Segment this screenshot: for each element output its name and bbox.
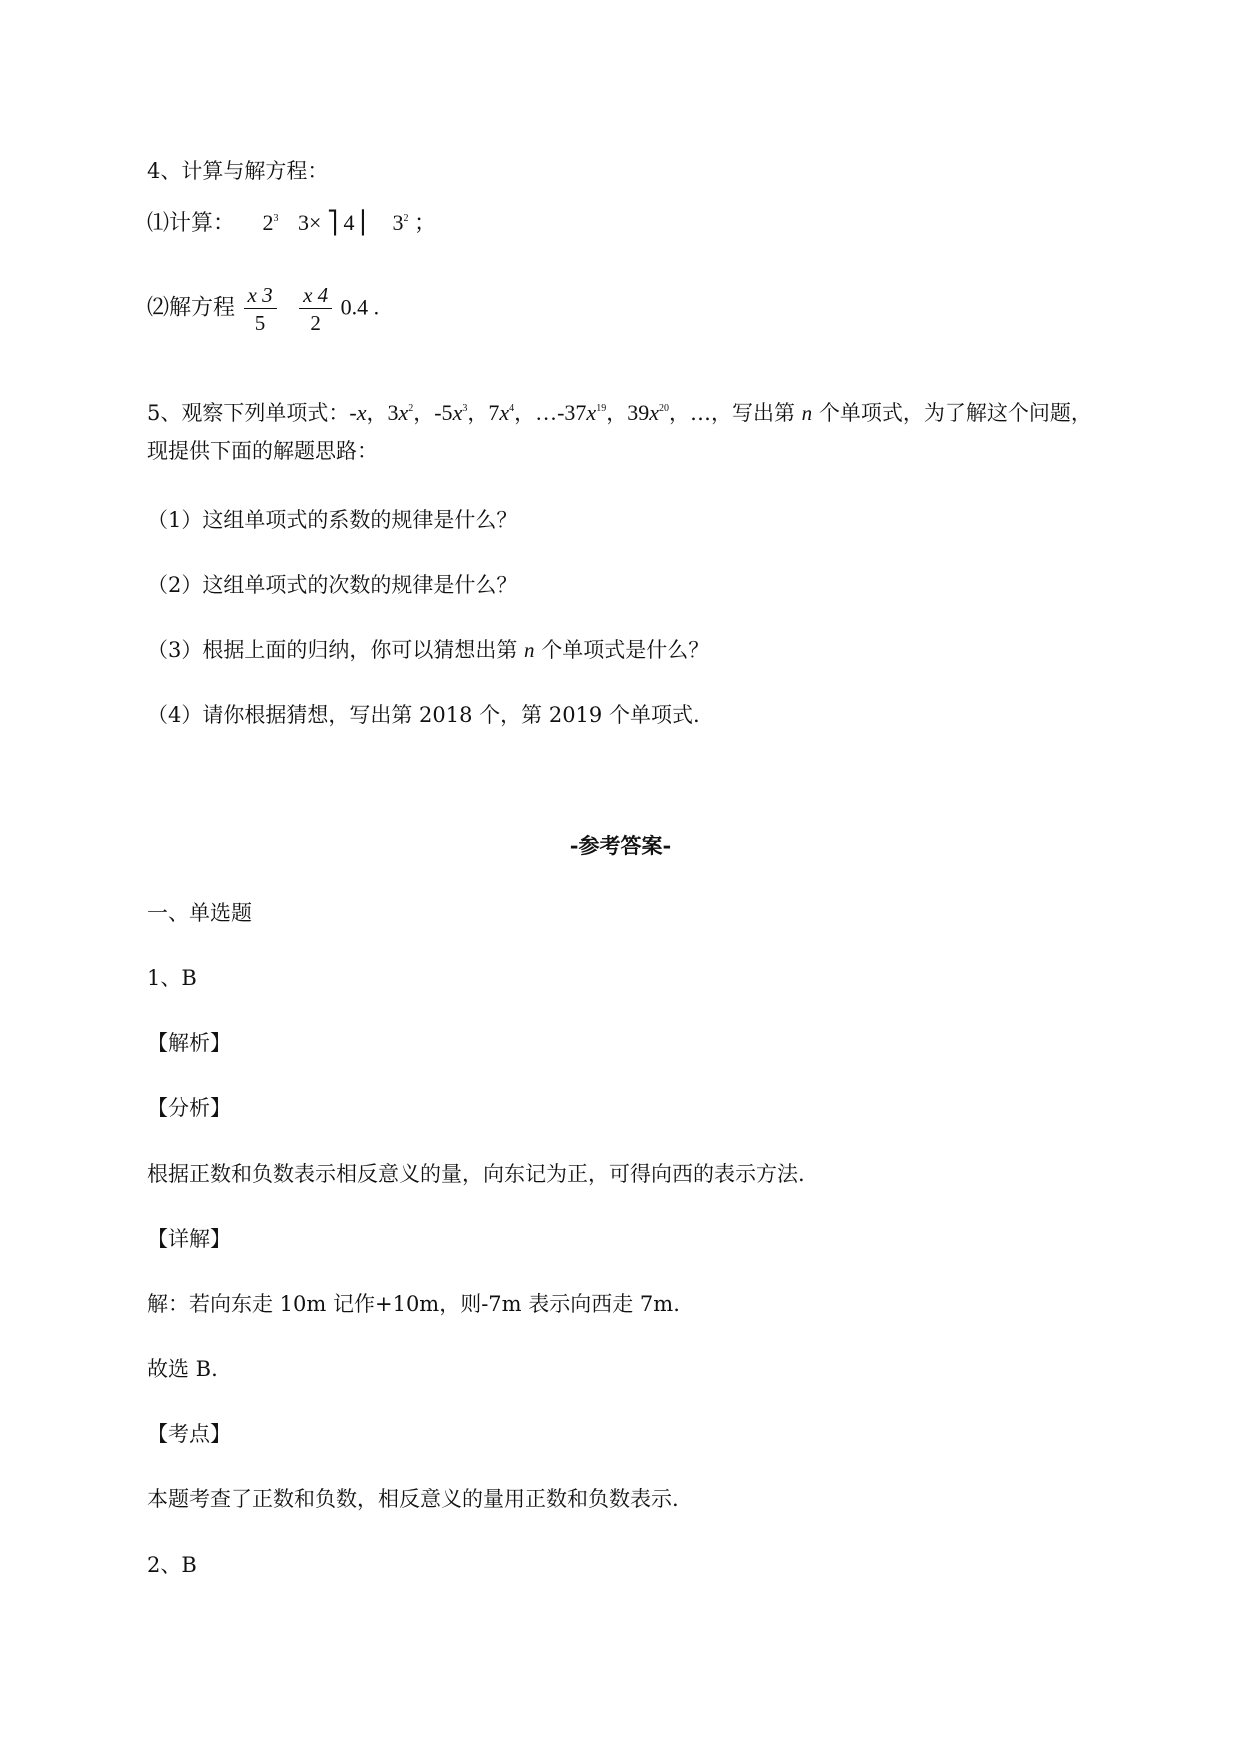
term-4: $7x^4$ — [488, 400, 515, 425]
kaodian-text: 本题考查了正数和负数，相反意义的量用正数和负数表示. — [147, 1487, 679, 1511]
q4-part1-d-exp: 2 — [403, 213, 409, 224]
fenxi-label: 【分析】 — [147, 1096, 231, 1120]
kaodian-label: 【考点】 — [147, 1422, 231, 1446]
q4-part2 — [147, 282, 379, 337]
q5-sub3: （3）根据上面的归纳，你可以猜想出第 n 个单项式是什么？ — [147, 638, 710, 662]
q4-part1-a-exp: 3 — [273, 213, 279, 224]
term-5: $\dots-37x^{19}$ — [535, 400, 607, 425]
q4-part1 — [147, 209, 436, 237]
term-6: $39x^{20}$ — [627, 400, 669, 425]
n-variable: n — [801, 401, 813, 425]
n-variable-2: n — [524, 638, 535, 662]
fenxi-text: 根据正数和负数表示相反意义的量，向东记为正，可得向西的表示方法. — [147, 1162, 805, 1186]
q5-intro-prefix: 5、观察下列单项式： — [147, 401, 350, 425]
q5-sub1: （1）这组单项式的系数的规律是什么？ — [147, 508, 518, 532]
xiangjie-label: 【详解】 — [147, 1227, 231, 1251]
fraction-1-numerator: x 3 — [244, 282, 277, 309]
bar-icon: ⎢ — [359, 210, 371, 235]
q5-intro: 5、观察下列单项式：-x，$3x^2$，$-5x^3$，$7x^4$，$\dots-37x^{19}$，$39x^{20}$，…，写出第 n 个单项式，为了解这个问题， — [147, 400, 1092, 425]
term-2: $3x^2$ — [387, 400, 414, 425]
term-1: -x — [349, 400, 367, 425]
answers-title: -参考答案- — [569, 833, 672, 858]
fraction-2 — [299, 282, 332, 337]
fraction-2-denominator: 2 — [310, 311, 321, 335]
answer-2-head: 2、B — [147, 1553, 197, 1577]
q4-title: 4、计算与解方程： — [147, 159, 329, 183]
xiangjie-text: 解：若向东走 10m 记作+10m，则-7m 表示向西走 7m. — [147, 1292, 680, 1316]
q5-sub4: （4）请你根据猜想，写出第 2018 个，第 2019 个单项式. — [147, 703, 700, 727]
bracket-left-icon: ⎤ — [326, 210, 338, 235]
q4-part2-label: ⑵解方程 — [147, 294, 236, 320]
q4-part1-a: 2 — [262, 210, 274, 235]
guxuan-text: 故选 B. — [147, 1357, 218, 1381]
fraction-1 — [244, 282, 277, 337]
q4-part1-label: ⑴计算： — [147, 210, 236, 235]
q4-part1-c: 4 — [343, 210, 355, 235]
section-single-choice: 一、单选题 — [147, 901, 252, 925]
q5-sub2: （2）这组单项式的次数的规律是什么？ — [147, 573, 518, 597]
q4-part2-end: . — [373, 294, 380, 320]
q4-part1-d: 3 — [392, 210, 404, 235]
answer-1-head: 1、B — [147, 966, 197, 990]
q4-part1-b: 3× — [298, 210, 322, 235]
fraction-2-numerator: x 4 — [299, 282, 332, 309]
q5-line2: 现提供下面的解题思路： — [147, 439, 378, 463]
fraction-1-denominator: 5 — [254, 311, 266, 335]
term-3: $-5x^3$ — [434, 400, 468, 425]
q4-part2-rhs: 0.4 — [340, 294, 369, 320]
q4-part1-end: ； — [413, 210, 436, 235]
jiexi-label: 【解析】 — [147, 1031, 231, 1055]
